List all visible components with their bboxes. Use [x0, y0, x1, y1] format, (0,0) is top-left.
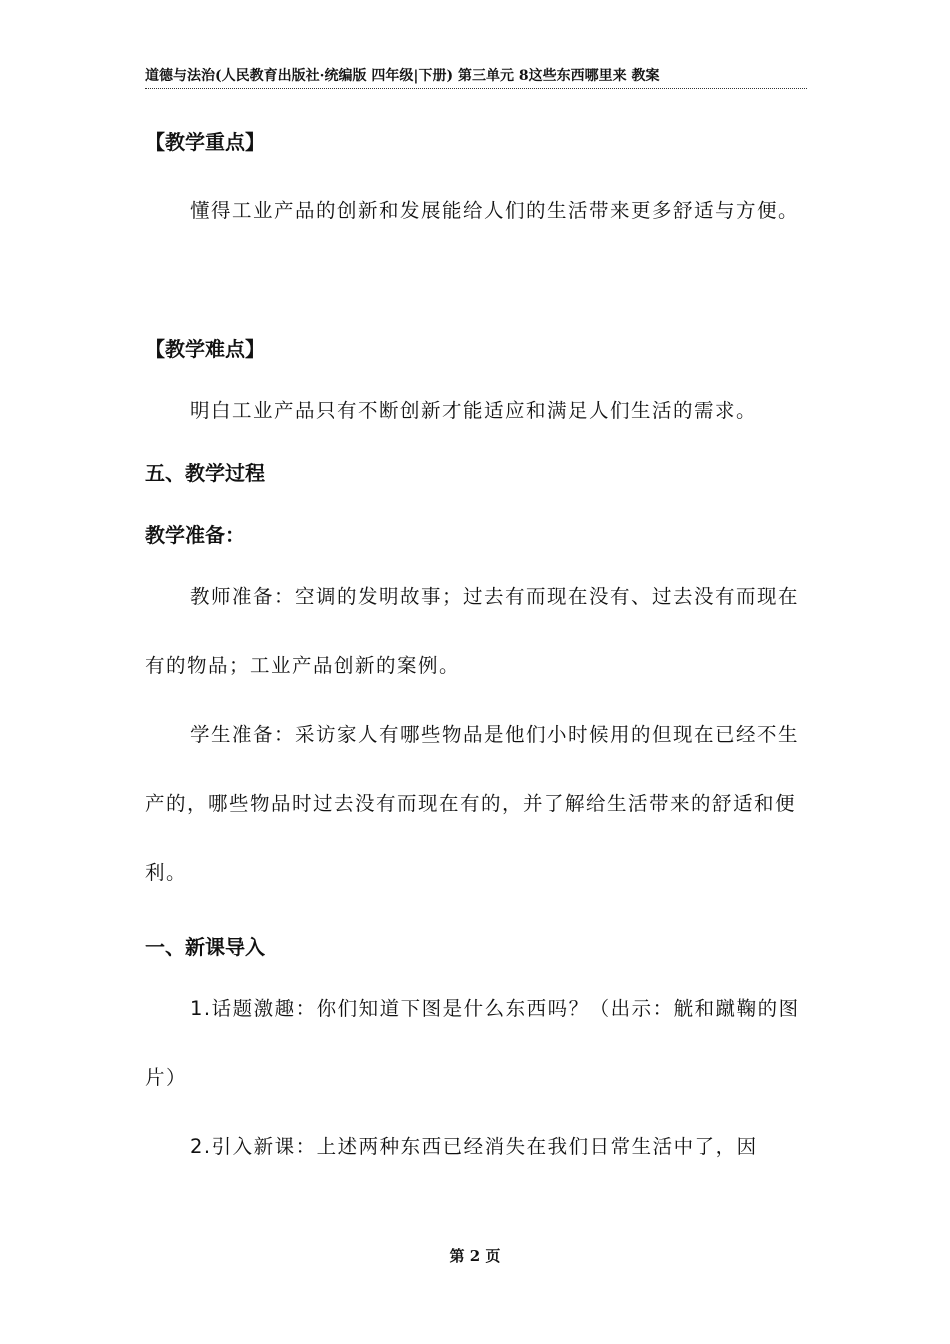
- intro-item-2-paragraph: [145, 1112, 807, 1181]
- key-points-text: 懂得工业产品的创新和发展能给人们的生活带来更多舒适与方便。: [190, 199, 800, 222]
- key-points-paragraph: [145, 176, 807, 245]
- student-preparation-paragraph: [145, 700, 807, 907]
- intro-item-1-paragraph: [145, 974, 807, 1112]
- page-number: 第 2 页: [449, 1247, 501, 1265]
- preparation-heading: 教学准备：: [145, 523, 245, 547]
- intro-heading: 一、新课导入: [145, 935, 265, 959]
- process-heading: 五、教学过程: [145, 461, 265, 485]
- intro-item-1-text: 1.话题激趣：你们知道下图是什么东西吗？（出示：觥和蹴鞠的图片）: [145, 997, 800, 1089]
- intro-item-2-text: 2.引入新课：上述两种东西已经消失在我们日常生活中了，因: [190, 1135, 758, 1158]
- teacher-preparation-text: 教师准备：空调的发明故事；过去有而现在没有、过去没有而现在有的物品；工业产品创新的案例。: [145, 585, 800, 677]
- difficulties-heading: 【教学难点】: [145, 337, 265, 361]
- key-points-heading: 【教学重点】: [145, 130, 265, 154]
- student-preparation-text: 学生准备：采访家人有哪些物品是他们小时候用的但现在已经不生产的，哪些物品时过去没有而现在有的，并了解给生活带来的舒适和便利。: [145, 723, 800, 884]
- difficulties-text: 明白工业产品只有不断创新才能适应和满足人们生活的需求。: [190, 399, 758, 422]
- difficulties-paragraph: [145, 376, 807, 445]
- running-header: 道德与法治(人民教育出版社·统编版 四年级|下册) 第三单元 8这些东西哪里来 教案: [145, 66, 807, 89]
- teacher-preparation-paragraph: [145, 562, 807, 700]
